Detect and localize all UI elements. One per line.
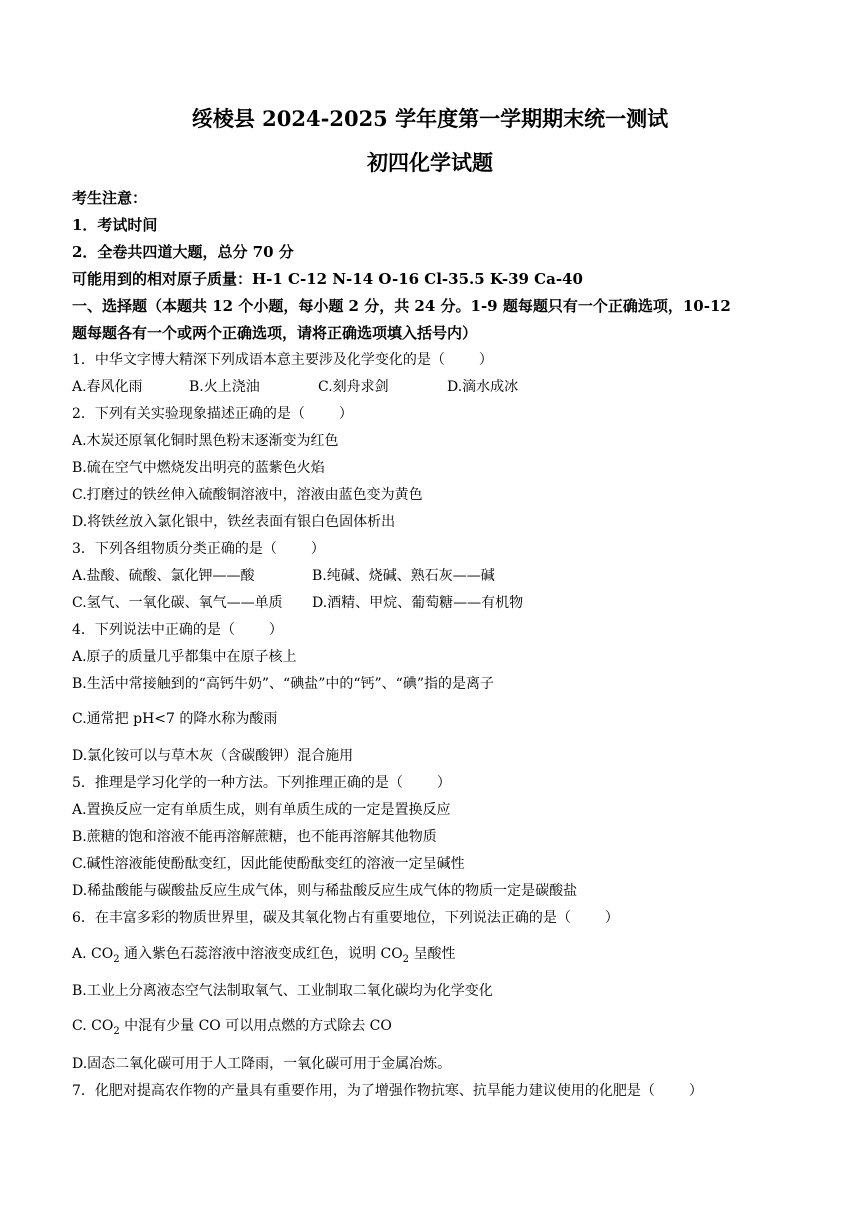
- notice-item-1: 1．考试时间: [72, 216, 158, 234]
- section-1-heading: 一、选择题（本题共 12 个小题，每小题 2 分，共 24 分。1-9 题每题只有一个正确选项，10-12: [72, 297, 731, 315]
- question-2-option-c: C.打磨过的铁丝伸入硫酸铜溶液中，溶液由蓝色变为黄色: [72, 487, 423, 503]
- option-text: 通入紫色石蕊溶液中溶液变成红色，说明 CO: [119, 946, 403, 962]
- answer-paren-close: ）: [310, 541, 325, 557]
- question-5-option-b: B.蔗糖的饱和溶液不能再溶解蔗糖，也不能再溶解其他物质: [72, 829, 437, 845]
- section-1-heading-cont: 题每题各有一个或两个正确选项，请将正确选项填入括号内）: [72, 324, 478, 342]
- question-stem-text: 5．推理是学习化学的一种方法。下列推理正确的是（: [72, 775, 403, 791]
- question-4-stem: [72, 620, 792, 640]
- question-stem-text: 4．下列说法中正确的是（: [72, 622, 235, 638]
- question-5-option-a: A.置换反应一定有单质生成，则有单质生成的一定是置换反应: [72, 802, 451, 818]
- question-2-option-a: A.木炭还原氧化铜时黑色粉末逐渐变为红色: [72, 433, 339, 449]
- answer-paren-close: ）: [268, 622, 283, 638]
- question-7-stem: [72, 1081, 792, 1101]
- answer-paren-close: ）: [478, 352, 493, 368]
- option-d: D.滴水成冰: [447, 379, 519, 395]
- subscript: 2: [113, 953, 120, 965]
- option-c: C.氢气、一氧化碳、氧气——单质: [72, 595, 283, 611]
- option-a: A.春风化雨: [72, 379, 143, 395]
- question-2-option-b: B.硫在空气中燃烧发出明亮的蓝紫色火焰: [72, 460, 325, 476]
- option-b: B.火上浇油: [189, 379, 260, 395]
- question-1-options: [72, 377, 792, 397]
- notice-item-2: 2．全卷共四道大题，总分 70 分: [72, 243, 294, 261]
- question-6-option-d: D.固态二氧化碳可用于人工降雨，一氧化碳可用于金属冶炼。: [72, 1056, 452, 1072]
- option-text: 中混有少量 CO 可以用点燃的方式除去 CO: [119, 1018, 392, 1034]
- question-stem-text: 2．下列有关实验现象描述正确的是（: [72, 406, 305, 422]
- subscript: 2: [113, 1025, 120, 1037]
- answer-paren-close: ）: [688, 1083, 703, 1099]
- exam-title: 绥棱县 2024-2025 学年度第一学期期末统一测试: [191, 106, 669, 131]
- question-stem-text: 3．下列各组物质分类正确的是（: [72, 541, 277, 557]
- option-c: C.刻舟求剑: [318, 379, 389, 395]
- question-1-stem: [72, 350, 792, 370]
- subscript: 2: [402, 953, 410, 965]
- question-stem-text: 1．中华文字博大精深下列成语本意主要涉及化学变化的是（: [72, 352, 445, 368]
- question-6-stem: [72, 908, 792, 928]
- question-4-option-d: D.氯化铵可以与草木灰（含碳酸钾）混合施用: [72, 748, 354, 764]
- option-text: A. CO: [72, 946, 114, 962]
- atomic-mass-line: 可能用到的相对原子质量：H-1 C-12 N-14 O-16 Cl-35.5 K-39 Ca-40: [72, 270, 583, 288]
- question-3-options-cd: [72, 593, 792, 613]
- question-3-stem: [72, 539, 792, 559]
- option-b: B.纯碱、烧碱、熟石灰——碱: [312, 568, 495, 584]
- question-2-option-d: D.将铁丝放入氯化银中，铁丝表面有银白色固体析出: [72, 514, 396, 530]
- question-5-option-c: C.碱性溶液能使酚酞变红，因此能使酚酞变红的溶液一定呈碱性: [72, 856, 465, 872]
- answer-paren-close: ）: [436, 775, 451, 791]
- option-a: A.盐酸、硫酸、氯化钾——酸: [72, 568, 255, 584]
- question-4-option-a: A.原子的质量几乎都集中在原子核上: [72, 649, 297, 665]
- answer-paren-close: ）: [338, 406, 353, 422]
- option-text: 呈酸性: [409, 946, 456, 962]
- option-text: C. CO: [72, 1018, 114, 1034]
- question-2-stem: [72, 404, 792, 424]
- question-stem-text: 6．在丰富多彩的物质世界里，碳及其氧化物占有重要地位，下列说法正确的是（: [72, 910, 571, 926]
- question-6-option-c: [72, 1016, 792, 1036]
- question-5-option-d: D.稀盐酸能与碳酸盐反应生成气体，则与稀盐酸反应生成气体的物质一定是碳酸盐: [72, 883, 578, 899]
- question-4-option-b: B.生活中常接触到的“高钙牛奶”、“碘盐”中的“钙”、“碘”指的是离子: [72, 676, 494, 692]
- exam-subtitle: 初四化学试题: [367, 150, 493, 175]
- question-4-option-c: C.通常把 pH<7 的降水称为酸雨: [72, 711, 278, 727]
- question-5-stem: [72, 773, 792, 793]
- answer-paren-close: ）: [604, 910, 619, 926]
- question-3-options-ab: [72, 566, 792, 586]
- notice-heading: 考生注意：: [72, 189, 148, 207]
- option-d: D.酒精、甲烷、葡萄糖——有机物: [312, 595, 524, 611]
- question-6-option-b: B.工业上分离液态空气法制取氧气、工业制取二氧化碳均为化学变化: [72, 983, 493, 999]
- question-6-option-a: [72, 944, 792, 964]
- question-stem-text: 7．化肥对提高农作物的产量具有重要作用，为了增强作物抗寒、抗旱能力建议使用的化肥是（: [72, 1083, 655, 1099]
